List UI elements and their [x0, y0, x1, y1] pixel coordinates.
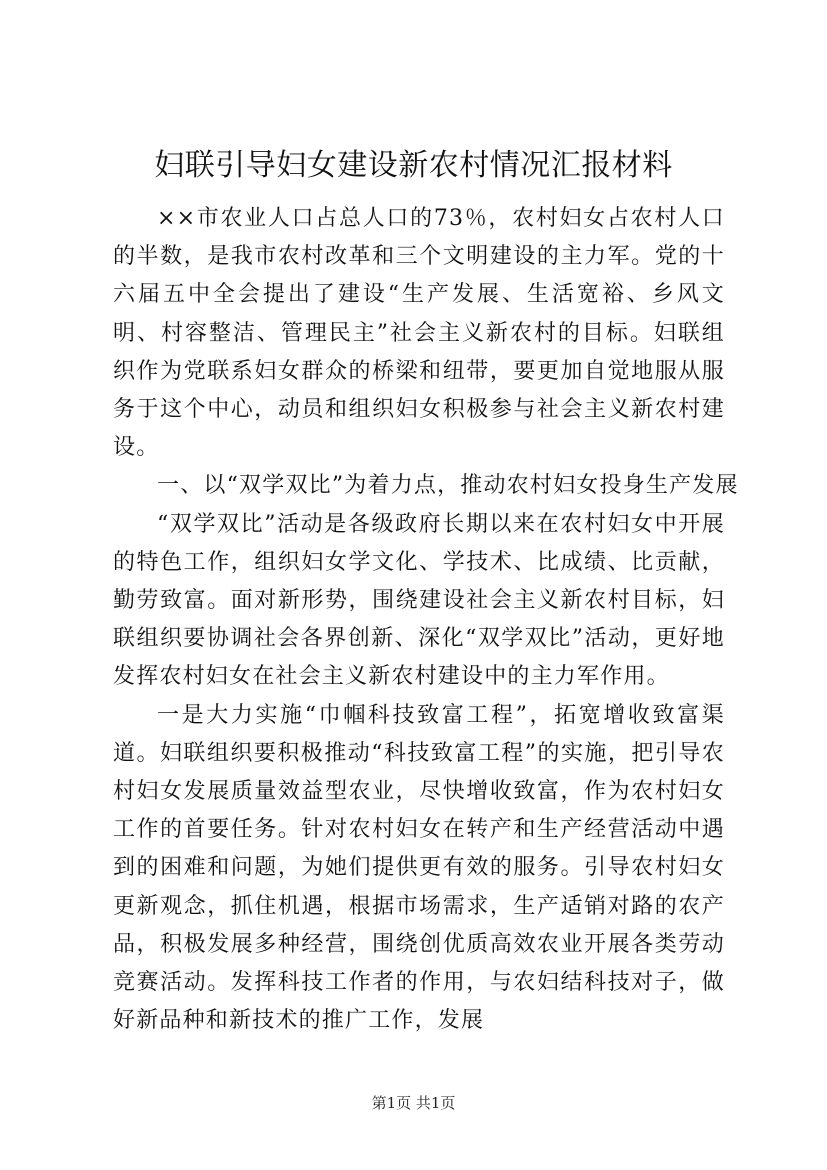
document-title: 妇联引导妇女建设新农村情况汇报材料: [154, 148, 673, 183]
paragraph-keji: 一是大力实施“巾帼科技致富工程”，拓宽增收致富渠道。妇联组织要积极推动“科技致富工程”的实施，把引导农村妇女发展质量效益型农业，尽快增收致富，作为农村妇女工作的首要任务。针对农村妇女在转产和生产经营活动中遇到的困难和问题，为她们提供更有效的服务。引导农村妇女更新观念，抓住机遇，根据市场需求，生产适销对路的农产品，积极发展多种经营，围绕创优质高效农业开展各类劳动竞赛活动。发挥科技工作者的作用，与农妇结科技对子，做好新品种和新技术的推广工作，发展: [113, 702, 725, 1034]
paragraph-shuangxue: “双学双比”活动是各级政府长期以来在农村妇女中开展的特色工作，组织妇女学文化、学技术、比成绩、比贡献，勤劳致富。面对新形势，围绕建设社会主义新农村目标，妇联组织要协调社会各界创新、深化“双学双比”活动，更好地发挥农村妇女在社会主义新农村建设中的主力军作用。: [113, 511, 725, 690]
page-footer: [0, 1093, 827, 1113]
paragraph-intro: ××市农业人口占总人口的73％，农村妇女占农村人口的半数，是我市农村改革和三个文明建设的主力军。党的十六届五中全会提出了建设“生产发展、生活宽裕、乡风文明、村容整洁、管理民主”社会主义新农村的目标。妇联组织作为党联系妇女群众的桥梁和纽带，要更加自觉地服从服务于这个中心，动员和组织妇女积极参与社会主义新农村建设。: [113, 206, 725, 461]
section-heading-1: 一、以“双学双比”为着力点，推动农村妇女投身生产发展: [157, 473, 739, 499]
page-number-label: 第1页 共1页: [371, 1094, 456, 1112]
document-body: [113, 200, 739, 1040]
